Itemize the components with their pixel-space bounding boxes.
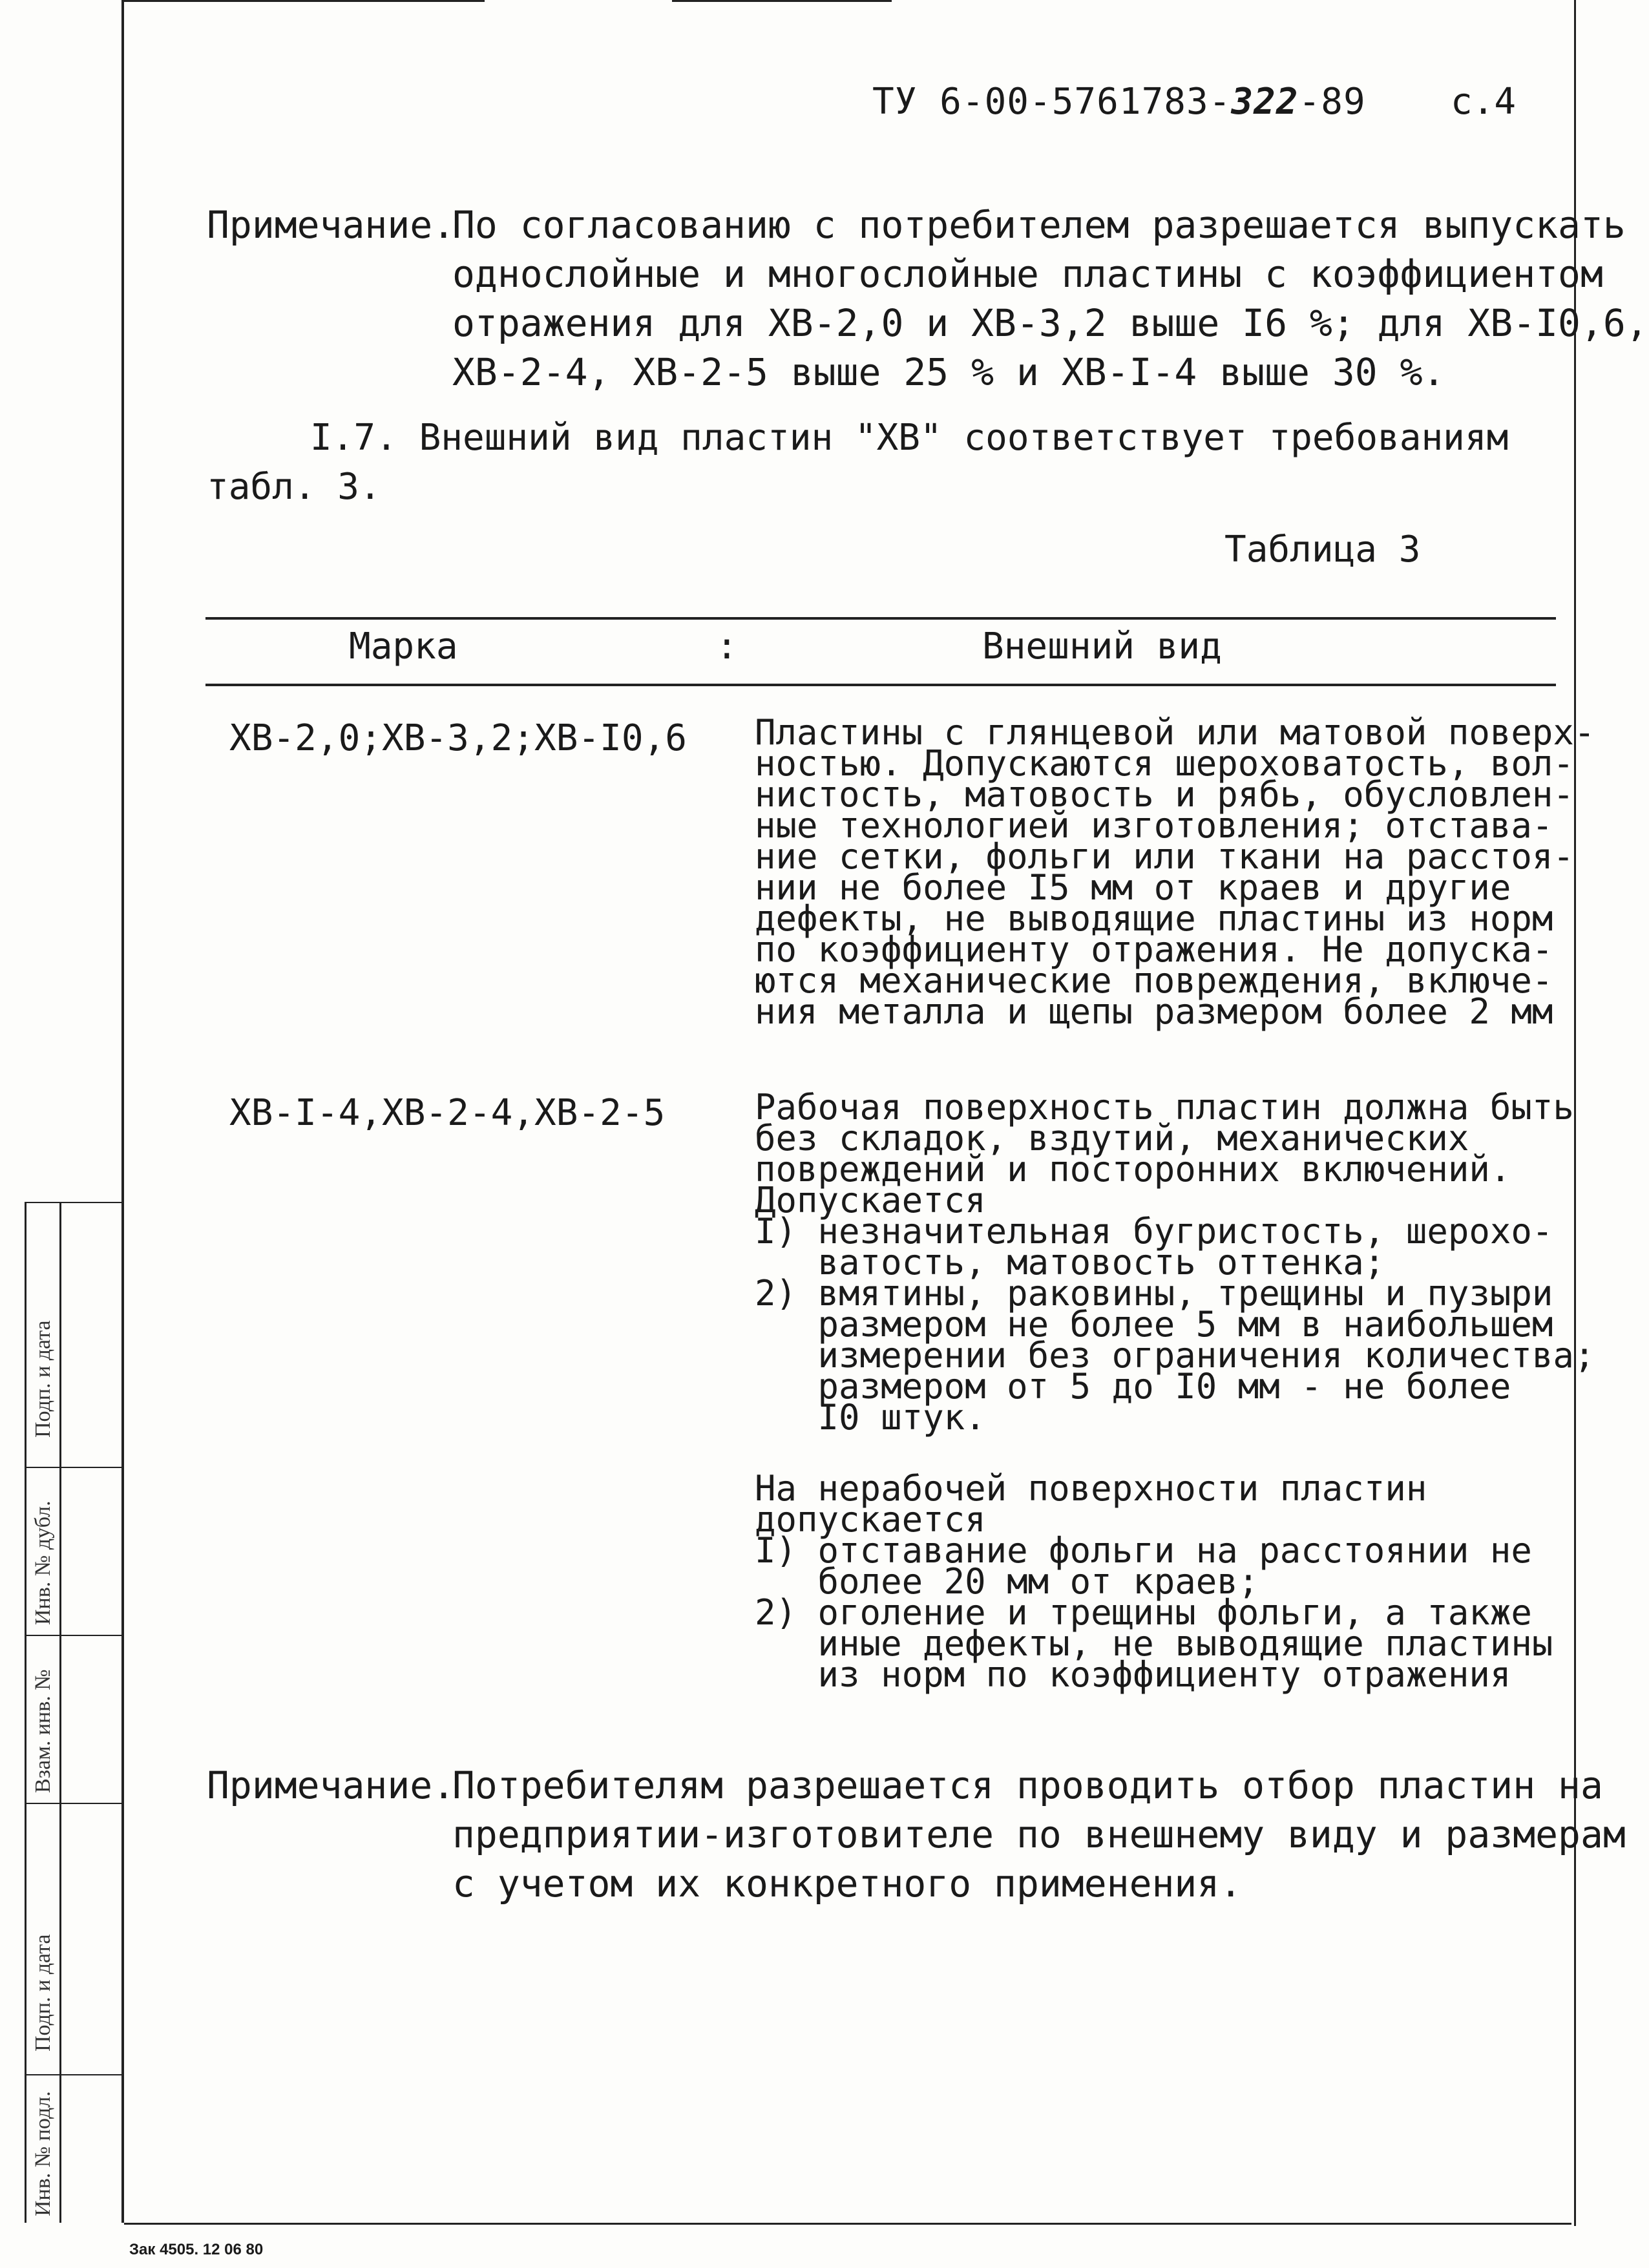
table-header-appearance: Внешний вид xyxy=(982,625,1222,667)
note-2-label: Примечание. xyxy=(207,1763,456,1807)
table-header-separator: : xyxy=(716,625,738,667)
stamp-vzam-inv: Взам. инв. № xyxy=(31,1669,55,1793)
note-2-line: Потребителям разрешается проводить отбор пластин на xyxy=(452,1763,1603,1807)
stamp-row-divider xyxy=(25,1202,121,1203)
frame-left-border xyxy=(121,0,124,2223)
section-line-2: табл. 3. xyxy=(207,466,381,508)
note-1-body xyxy=(452,200,1648,397)
print-order-footer: Зак 4505. 12 06 80 xyxy=(129,2241,264,2258)
stamp-row-divider xyxy=(25,1803,121,1804)
stamp-sign-date-2: Подп. и дата xyxy=(31,1934,55,2052)
doc-number-suffix: -89 xyxy=(1298,81,1366,123)
table-header-mark: Марка xyxy=(349,625,458,667)
doc-number-prefix: ТУ 6-00-5761783- xyxy=(872,81,1232,123)
section-line-1: I.7. Внешний вид пластин "ХВ" соответствует требованиям xyxy=(310,417,1509,459)
stamp-inv-podl: Инв. № подл. xyxy=(31,2091,55,2216)
table-row-2-description-a: Рабочая поверхность пластин должна быть без складок, вздутий, механических повреждений и посторонних включений. Допускается I) незначительная бугристость, шерохо- ватость, матовость оттенка; 2) вмятины, раковины, трещины и пузыри размером не более 5 мм в наибольшем измерении без ограничения количества; размером от 5 до I0 мм - не более I0 штук. xyxy=(755,1087,1595,1438)
page-number: с.4 xyxy=(1451,81,1517,123)
note-1-label: Примечание. xyxy=(207,203,456,247)
table-header-rule xyxy=(205,684,1556,686)
note-1-line: однослойные и многослойные пластины с коэффициентом xyxy=(452,252,1603,296)
stamp-left-line xyxy=(25,1202,26,2223)
stamp-sign-date-1: Подп. и дата xyxy=(31,1320,55,1438)
note-1-line: ХВ-2-4, ХВ-2-5 выше 25 % и ХВ-I-4 выше 30 %. xyxy=(452,350,1445,394)
note-2-line: предприятии-изготовителе по внешнему виду и размерам xyxy=(452,1812,1626,1856)
table-top-rule xyxy=(205,617,1556,620)
document-number xyxy=(872,81,1366,123)
frame-top-line-2 xyxy=(672,0,892,2)
stamp-row-divider xyxy=(25,2074,121,2075)
doc-number-handwritten: 322 xyxy=(1231,81,1299,123)
note-2-line: с учетом их конкретного применения. xyxy=(452,1862,1243,1906)
stamp-row-divider xyxy=(25,1635,121,1636)
section-1-7 xyxy=(207,414,1508,512)
note-1-line: отражения для ХВ-2,0 и ХВ-3,2 выше I6 %; для ХВ-I0,6, xyxy=(452,301,1648,345)
note-2-body xyxy=(452,1761,1626,1908)
stamp-inner-line xyxy=(59,1202,61,2223)
frame-bottom-line xyxy=(124,2223,1571,2225)
table-row-1-mark: ХВ-2,0;ХВ-3,2;ХВ-I0,6 xyxy=(229,717,688,759)
table-row-1-description: Пластины с глянцевой или матовой поверх- ностью. Допускаются шероховатость, вол- нистость, матовость и рябь, обусловлен- ные технологией изготовления; отстава- ние сетки, фольги или ткани на расстоя- нии не более I5 мм от краев и другие дефекты, не выводящие пластины из норм по коэффициенту отражения. Не допуска- ются механические повреждения, включе- ния металла и щепы размером более 2 мм xyxy=(755,712,1595,1032)
table-title: Таблица 3 xyxy=(1224,529,1421,571)
note-1-line: По согласованию с потребителем разрешается выпускать xyxy=(452,203,1626,247)
stamp-inv-dubl: Инв. № дубл. xyxy=(31,1500,55,1625)
table-row-2-description-b: На нерабочей поверхности пластин допускается I) отставание фольги на расстоянии не более 20 мм от краев; 2) оголение и трещины фольги, а также иные дефекты, не выводящие пластины из норм по коэффициенту отражения xyxy=(755,1468,1553,1695)
table-row-2-mark: ХВ-I-4,ХВ-2-4,ХВ-2-5 xyxy=(229,1092,666,1134)
stamp-row-divider xyxy=(25,1467,121,1468)
frame-top-line xyxy=(123,0,485,2)
